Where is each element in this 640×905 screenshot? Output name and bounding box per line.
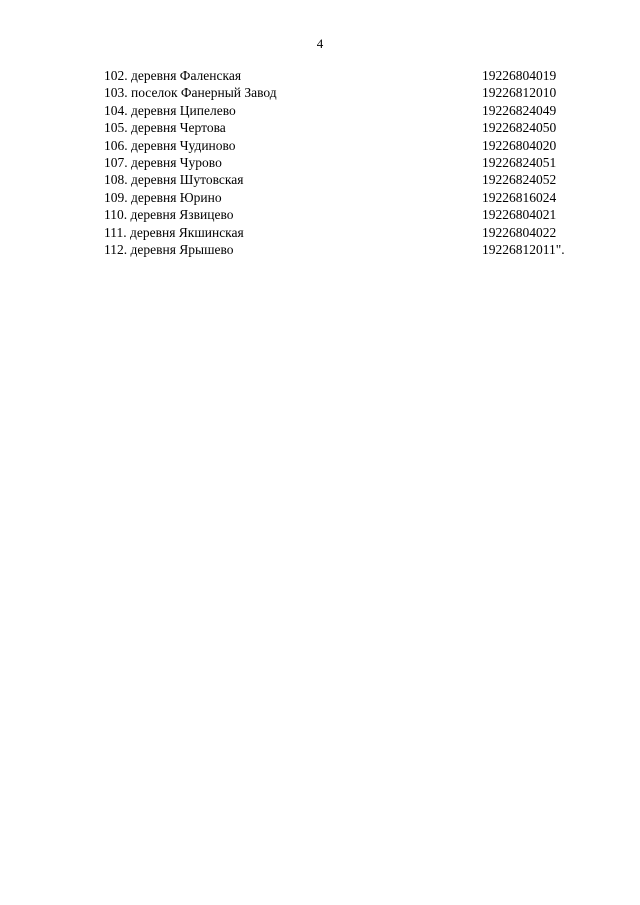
settlement-code: 19226804022	[482, 224, 557, 240]
settlement-code: 19226824051	[482, 154, 557, 170]
list-item	[104, 206, 594, 223]
settlement-name: 102. деревня Фаленская	[104, 68, 242, 83]
settlement-code: 19226824052	[482, 172, 557, 188]
list-item	[104, 84, 594, 101]
list-item	[104, 102, 594, 119]
settlement-name: 105. деревня Чертова	[104, 120, 226, 136]
list-item	[104, 224, 594, 241]
settlement-code: 19226804020	[482, 137, 557, 153]
settlement-name: 106. деревня Чудиново	[104, 137, 236, 153]
settlement-name: 107. деревня Чурово	[104, 154, 222, 170]
settlement-list	[104, 67, 594, 258]
list-item	[104, 67, 594, 84]
list-item	[104, 154, 594, 171]
settlement-name: 112. деревня Ярышево	[104, 241, 234, 257]
list-item	[104, 171, 594, 188]
settlement-code: 19226804019	[482, 68, 557, 83]
settlement-code: 19226804021	[482, 207, 557, 223]
settlement-name: 109. деревня Юрино	[104, 189, 222, 205]
settlement-name: 110. деревня Язвицево	[104, 207, 234, 223]
settlement-code: 19226812011".	[482, 241, 565, 257]
settlement-name: 108. деревня Шутовская	[104, 172, 244, 188]
settlement-code: 19226824049	[482, 102, 557, 118]
settlement-code: 19226812010	[482, 85, 557, 101]
settlement-code: 19226816024	[482, 189, 557, 205]
list-item	[104, 119, 594, 136]
list-item	[104, 137, 594, 154]
settlement-name: 104. деревня Ципелево	[104, 102, 236, 118]
settlement-code: 19226824050	[482, 120, 557, 136]
page-number: 4	[316, 36, 324, 51]
list-item	[104, 189, 594, 206]
list-item	[104, 241, 594, 258]
settlement-name: 111. деревня Якшинская	[104, 224, 244, 240]
settlement-name: 103. поселок Фанерный Завод	[104, 85, 277, 101]
